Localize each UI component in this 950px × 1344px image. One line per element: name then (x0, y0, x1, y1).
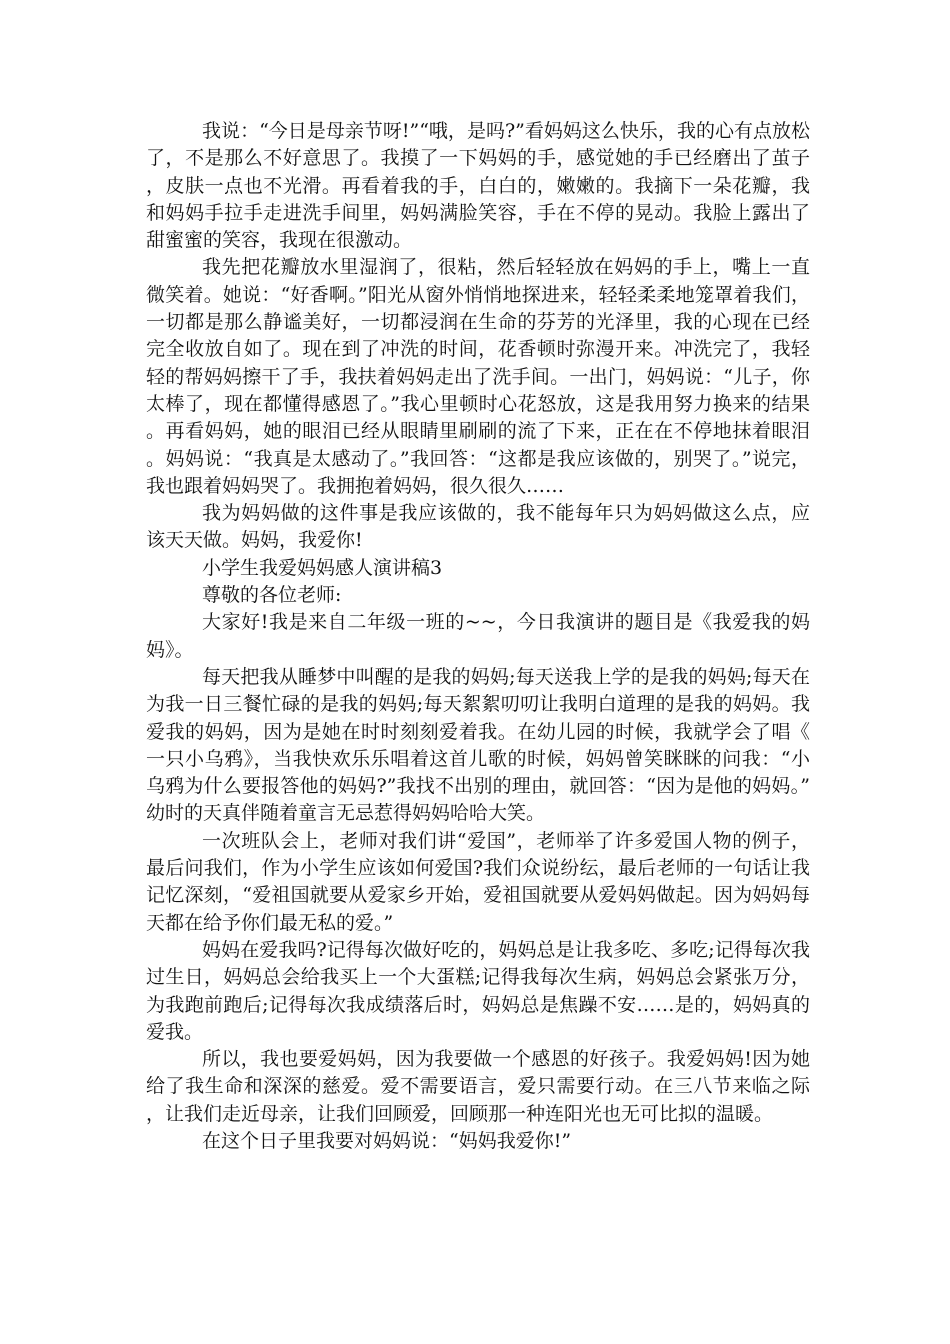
paragraph-mothers-day-dialogue: 我说：“今日是母亲节呀!”“哦，是吗?”看妈妈这么快乐，我的心有点放松了，不是那么不好意思了。我摸了一下妈妈的手，感觉她的手已经磨出了茧子，皮肤一点也不光滑。再看着我的手，白白的，嫩嫩的。我摘下一朵花瓣，我和妈妈手拉手走进洗手间里，妈妈满脸笑容，手在不停的晃动。我脸上露出了甜蜜蜜的笑容，我现在很激动。 (146, 120, 810, 252)
paragraph-mother-loves-me: 妈妈在爱我吗?记得每次做好吃的，妈妈总是让我多吃、多吃;记得每次我过生日，妈妈总会给我买上一个大蛋糕;记得我每次生病，妈妈总会紧张万分，为我跑前跑后;记得每次我成绩落后时，妈妈总是焦躁不安……是的，妈妈真的爱我。 (146, 938, 810, 1043)
paragraph-introduction: 大家好!我是来自二年级一班的~~，今日我演讲的题目是《我爱我的妈妈》。 (146, 611, 810, 661)
salutation: 尊敬的各位老师: (202, 584, 342, 607)
paragraph-closing: 在这个日子里我要对妈妈说：“妈妈我爱你!” (202, 1129, 572, 1152)
document-body (146, 118, 810, 1155)
paragraph-gratitude: 所以，我也要爱妈妈，因为我要做一个感恩的好孩子。我爱妈妈!因为她给了我生命和深深的慈爱。爱不需要语言，爱只需要行动。在三八节来临之际，让我们走近母亲，让我们回顾爱，回顾那一种连阳光也无可比拟的温暖。 (146, 1048, 810, 1125)
paragraph-class-meeting: 一次班队会上，老师对我们讲“爱国”，老师举了许多爱国人物的例子，最后问我们，作为小学生应该如何爱国?我们众说纷纭，最后老师的一句话让我记忆深刻，“爱祖国就要从爱家乡开始，爱祖国就要从爱妈妈做起。因为妈妈每天都在给予你们最无私的爱。” (146, 829, 810, 934)
section-title: 小学生我爱妈妈感人演讲稿3 (202, 556, 443, 579)
paragraph-daily-care: 每天把我从睡梦中叫醒的是我的妈妈;每天送我上学的是我的妈妈;每天在为我一日三餐忙碌的是我的妈妈;每天絮絮叨叨让我明白道理的是我的妈妈。我爱我的妈妈，因为是她在时时刻刻爱着我。在幼儿园的时候，我就学会了唱《一只小乌鸦》，当我快欢乐乐唱着这首儿歌的时候，妈妈曾笑眯眯的问我：“小乌鸦为什么要报答他的妈妈?”我找不出别的理由，就回答：“因为是他的妈妈。”幼时的天真伴随着童言无忌惹得妈妈哈哈大笑。 (146, 665, 810, 825)
paragraph-conclusion: 我为妈妈做的这件事是我应该做的，我不能每年只为妈妈做这么点，应该天天做。妈妈，我爱你! (146, 502, 810, 552)
paragraph-washing-hands: 我先把花瓣放水里湿润了，很粘，然后轻轻放在妈妈的手上，嘴上一直微笑着。她说：“好香啊。”阳光从窗外悄悄地探进来，轻轻柔柔地笼罩着我们，一切都是那么静谧美好，一切都浸润在生命的芬芳的光泽里，我的心现在已经完全收放自如了。现在到了冲洗的时间，花香顿时弥漫开来。冲洗完了，我轻轻的帮妈妈擦干了手，我扶着妈妈走出了洗手间。一出门，妈妈说：“儿子，你太棒了，现在都懂得感恩了。”我心里顿时心花怒放，这是我用努力换来的结果。再看妈妈，她的眼泪已经从眼睛里刷刷的流了下来，正在在不停地抹着眼泪。妈妈说：“我真是太感动了。”我回答：“这都是我应该做的，别哭了。”说完，我也跟着妈妈哭了。我拥抱着妈妈，很久很久…… (146, 256, 810, 497)
